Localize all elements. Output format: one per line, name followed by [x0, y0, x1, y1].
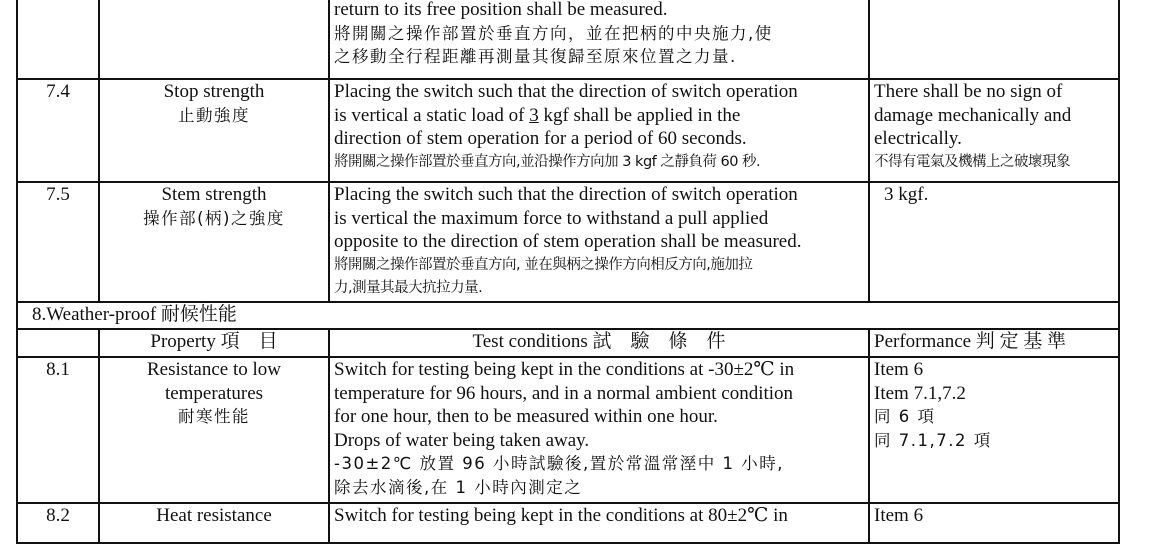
procedure-text-part: kgf shall be applied in the [538, 104, 741, 126]
procedure-text: return to its free position shall be measured. [334, 0, 668, 20]
performance-text: 3 kgf. [884, 184, 929, 205]
section-title-text: 8.Weather-proof 耐候性能 [32, 304, 237, 325]
property-name: Resistance to low [146, 359, 282, 380]
conditions-cell [329, 357, 869, 503]
performance-text-zh: 同 6 項 [874, 407, 936, 426]
table-row-7-4 [17, 79, 1119, 182]
section-title [17, 302, 1119, 329]
item-number: 7.4 [17, 79, 99, 182]
procedure-text: direction of stem operation for a period of 60 seconds. [334, 128, 747, 149]
conditions-text: Switch for testing being kept in the conditions at -30±2℃ in [334, 359, 795, 380]
performance-text: There shall be no sign of [874, 81, 1063, 102]
conditions-text: temperature for 96 hours, and in a normal ambient condition [334, 382, 794, 404]
property-cell [99, 357, 329, 503]
procedure-cell [329, 0, 869, 79]
property-cell [99, 79, 329, 182]
conditions-text: for one hour, then to be measured within one hour. [334, 406, 718, 427]
procedure-text: is vertical the maximum force to withstand a pull applied [334, 207, 769, 229]
conditions-text-zh: -30±2℃ 放置 96 小時試驗後,置於常溫常溼中 1 小時, [334, 454, 785, 473]
performance-text-zh: 不得有電氣及機構上之破壞現象 [874, 153, 1070, 170]
table-row-8-1 [17, 357, 1119, 503]
property-name-zh: 操作部(柄)之強度 [143, 208, 285, 228]
table-row-7-5 [17, 182, 1119, 302]
performance-text: damage mechanically and [874, 104, 1072, 126]
spec-table-page [16, 0, 1118, 544]
header-conditions: Test conditions 試 驗 條 件 [329, 329, 869, 357]
property-name-zh: 止動強度 [178, 105, 250, 125]
procedure-text-zh: 力,測量其最大抗拉力量. [334, 280, 483, 296]
header-performance: Performance 判 定 基 準 [869, 329, 1119, 357]
procedure-text-zh: 將開關之操作部置於垂直方向, 並在與柄之操作方向相反方向,施加拉 [334, 256, 753, 273]
item-number: 8.2 [17, 503, 99, 543]
procedure-text-zh: 將開關之操作部置於垂直方向，並在把柄的中央施力,使 [334, 23, 773, 43]
procedure-cell [329, 79, 869, 182]
procedure-text: opposite to the direction of stem operation shall be measured. [334, 231, 802, 252]
procedure-text-zh: 之移動全行程距離再測量其復歸至原來位置之力量. [334, 47, 737, 66]
performance-cell [869, 503, 1119, 543]
no-cell [17, 0, 99, 79]
performance-text: Item 6 [874, 359, 924, 380]
performance-text-zh: 同 7.1,7.2 項 [874, 430, 992, 450]
performance-cell [869, 0, 1119, 79]
property-name: Stop strength [163, 81, 265, 102]
performance-cell [869, 79, 1119, 182]
property-cell [99, 0, 329, 79]
section-row-8 [17, 302, 1119, 329]
performance-cell [869, 182, 1119, 302]
static-load-value: 3 [529, 104, 539, 126]
performance-cell [869, 357, 1119, 503]
procedure-text [334, 104, 866, 128]
conditions-text-zh: 除去水滴後,在 1 小時內測定之 [334, 477, 583, 497]
header-no-cell [17, 329, 99, 357]
header-property: Property 項 目 [99, 329, 329, 357]
property-name: Heat resistance [156, 505, 272, 526]
property-name: Stem strength [161, 184, 267, 205]
procedure-text: Placing the switch such that the direction of switch operation [334, 184, 798, 205]
procedure-text: Placing the switch such that the direction of switch operation [334, 81, 798, 102]
table-row-8-2 [17, 503, 1119, 543]
procedure-text-part: is vertical a static load of [334, 104, 530, 126]
conditions-cell [329, 503, 869, 543]
property-cell [99, 503, 329, 543]
property-cell [99, 182, 329, 302]
performance-text: Item 7.1,7.2 [874, 382, 966, 404]
item-number: 7.5 [17, 182, 99, 302]
property-name: temperatures [164, 382, 264, 404]
performance-text: Item 6 [874, 505, 924, 526]
conditions-text: Drops of water being taken away. [334, 429, 590, 451]
item-number: 8.1 [17, 357, 99, 503]
property-name-zh: 耐寒性能 [178, 407, 250, 426]
performance-text: electrically. [874, 128, 962, 149]
procedure-cell [329, 182, 869, 302]
table-row-7-3-tail [17, 0, 1119, 79]
header-row [17, 329, 1119, 357]
conditions-text: Switch for testing being kept in the conditions at 80±2℃ in [334, 505, 788, 526]
procedure-text-zh: 將開關之操作部置於垂直方向,並沿操作方向加 3 kgf 之靜負荷 60 秒. [334, 153, 761, 170]
spec-table [16, 0, 1120, 544]
